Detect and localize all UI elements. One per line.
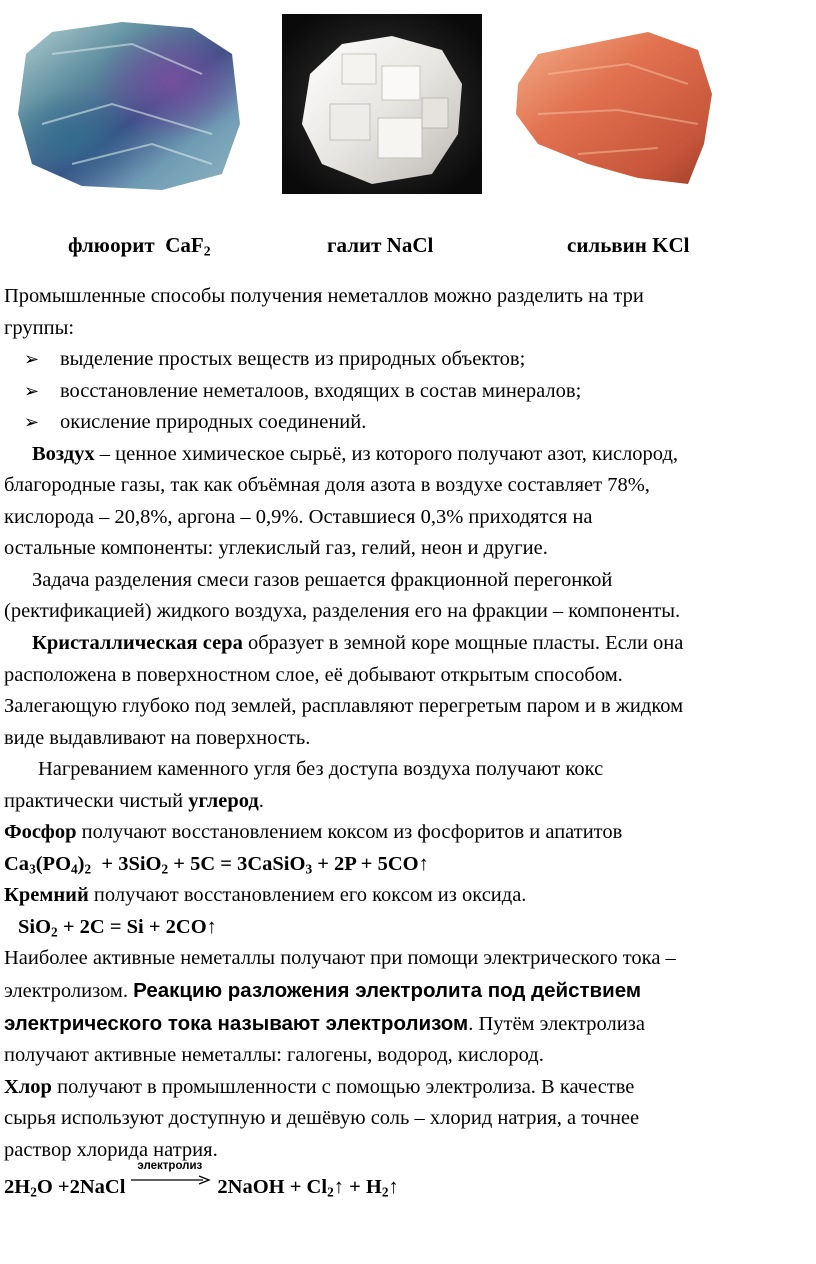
fluorite-caption [68, 233, 211, 258]
fluorite-image [12, 14, 244, 194]
air-line-2: благородные газы, так как объёмная доля азота в воздухе составляет 78%, [4, 474, 650, 497]
eq-sub: 3 [29, 861, 36, 877]
sulfur-line-4: виде выдавливают на поверхность. [4, 726, 311, 749]
chlorine-equation [4, 1160, 816, 1204]
eq-sub: 4 [71, 861, 78, 877]
eq-part: + 3SiO [91, 852, 162, 875]
carbon-period: . [258, 789, 264, 812]
chlorine-text: получают в промышленности с помощью электролиза. В качестве [51, 1075, 635, 1098]
arrow-bullet-icon: ➢ [24, 412, 40, 433]
bullet-text: выделение простых веществ из природных объектов; [60, 348, 526, 371]
halite-image [282, 14, 482, 194]
fluorite-formula: CaF [165, 233, 204, 257]
sylvite-caption [567, 233, 689, 258]
silicon-line [4, 880, 816, 912]
bullet-item [4, 376, 816, 408]
intro-line-1: Промышленные способы получения неметаллов можно разделить на три [4, 285, 644, 307]
bullet-text: окисление природных соединений. [60, 411, 367, 434]
eq-part: ) [77, 852, 85, 875]
sylvite-formula: KCl [652, 233, 690, 257]
eq-part: SiO [18, 915, 52, 938]
eq-sub: 2 [161, 861, 169, 877]
sulfur-paragraph [4, 628, 816, 660]
eq-part: 2H [4, 1176, 31, 1199]
electrolysis-text: . Путём электролиза [468, 1012, 645, 1035]
eq-sub: 3 [305, 861, 313, 877]
eq-part: O +2NaCl [36, 1176, 126, 1199]
electrolysis-definition: Реакцию разложения электролита под действием [133, 979, 642, 1003]
carbon-line-2 [4, 786, 816, 818]
chlorine-line-1 [4, 1072, 816, 1104]
arrow-bullet-icon: ➢ [24, 349, 40, 370]
eq-part: (PO [35, 852, 72, 875]
electrolysis-definition: электрического тока называют электролизом [4, 1011, 469, 1035]
electrolysis-text: электролизом. [4, 980, 134, 1003]
silicon-equation [4, 912, 816, 944]
phosphorus-text: получают восстановлением коксом из фосфоритов и апатитов [76, 821, 623, 844]
chlorine-term: Хлор [4, 1075, 52, 1098]
intro-line-2: группы: [4, 316, 75, 339]
phosphorus-line [4, 817, 816, 849]
sulfur-term: Кристаллическая сера [32, 632, 243, 655]
bullet-item [4, 407, 816, 439]
air-paragraph [4, 439, 816, 471]
separation-line-1: Задача разделения смеси газов решается фракционной перегонкой [32, 568, 613, 591]
eq-part: ↑ + H [333, 1176, 382, 1199]
eq-part: + 5C = 3CaSiO [168, 852, 306, 875]
fluorite-name: флюорит [68, 233, 155, 257]
carbon-line-1: Нагреванием каменного угля без доступа воздуха получают кокс [38, 758, 604, 781]
eq-sub: 2 [51, 924, 58, 940]
halite-formula: NaCl [386, 233, 434, 257]
eq-part: + 2P + 5CO↑ [312, 852, 429, 875]
chlorine-line-3: раствор хлорида натрия. [4, 1138, 218, 1161]
silicon-term: Кремний [4, 884, 89, 907]
sulfur-text: образует в земной коре мощные пласты. Если она [242, 632, 684, 655]
right-arrow-icon [129, 1175, 211, 1185]
separation-line-2: (ректификацией) жидкого воздуха, разделения его на фракции – компоненты. [4, 600, 681, 623]
phosphorus-equation [4, 849, 816, 881]
eq-sub: 2 [84, 861, 92, 877]
bullet-item [4, 344, 816, 376]
halite-caption [327, 233, 433, 258]
carbon-text: практически чистый [4, 789, 189, 812]
eq-part: 2NaOH + Cl [217, 1176, 328, 1199]
arrow-bullet-icon: ➢ [24, 380, 40, 401]
chlorine-line-2: сырья используют доступную и дешёвую соль – хлорид натрия, а точнее [4, 1107, 640, 1130]
air-line-4: остальные компоненты: углекислый газ, гелий, неон и другие. [4, 537, 548, 560]
silicon-text: получают восстановлением его коксом из оксида. [88, 884, 527, 907]
air-line-3: кислорода – 20,8%, аргона – 0,9%. Оставшиеся 0,3% приходятся на [4, 505, 593, 528]
eq-sub: 2 [30, 1184, 37, 1200]
sulfur-line-3: Залегающую глубоко под землей, расплавляют перегретым паром и в жидком [4, 695, 684, 718]
electrolysis-line-4: получают активные неметаллы: галогены, водород, кислород. [4, 1044, 544, 1067]
halite-name: галит [327, 233, 382, 257]
air-term: Воздух [32, 442, 95, 465]
eq-part: + 2C = Si + 2CO↑ [57, 915, 217, 938]
eq-sub: 2 [327, 1184, 334, 1200]
eq-part: Ca [4, 852, 30, 875]
electrolysis-line-1: Наиболее активные неметаллы получают при помощи электрического тока – [4, 947, 676, 970]
arrow-label: электролиз [137, 1160, 203, 1173]
document-body [4, 281, 816, 1204]
sylvite-image [508, 14, 720, 194]
phosphorus-term: Фосфор [4, 821, 77, 844]
air-text: – ценное химическое сырьё, из которого получают азот, кислород, [94, 442, 679, 465]
eq-sub: 2 [381, 1184, 389, 1200]
electrolysis-line-2 [4, 975, 816, 1008]
sulfur-line-2: расположена в поверхностном слое, её добывают открытым способом. [4, 663, 623, 686]
eq-part: ↑ [388, 1176, 399, 1199]
reaction-arrow [129, 1160, 211, 1193]
carbon-term: углерод [188, 789, 259, 812]
sylvite-name: сильвин [567, 233, 647, 257]
fluorite-formula-sub: 2 [203, 243, 211, 259]
bullet-text: восстановление неметалоов, входящих в состав минералов; [60, 379, 582, 402]
electrolysis-line-3 [4, 1008, 816, 1041]
